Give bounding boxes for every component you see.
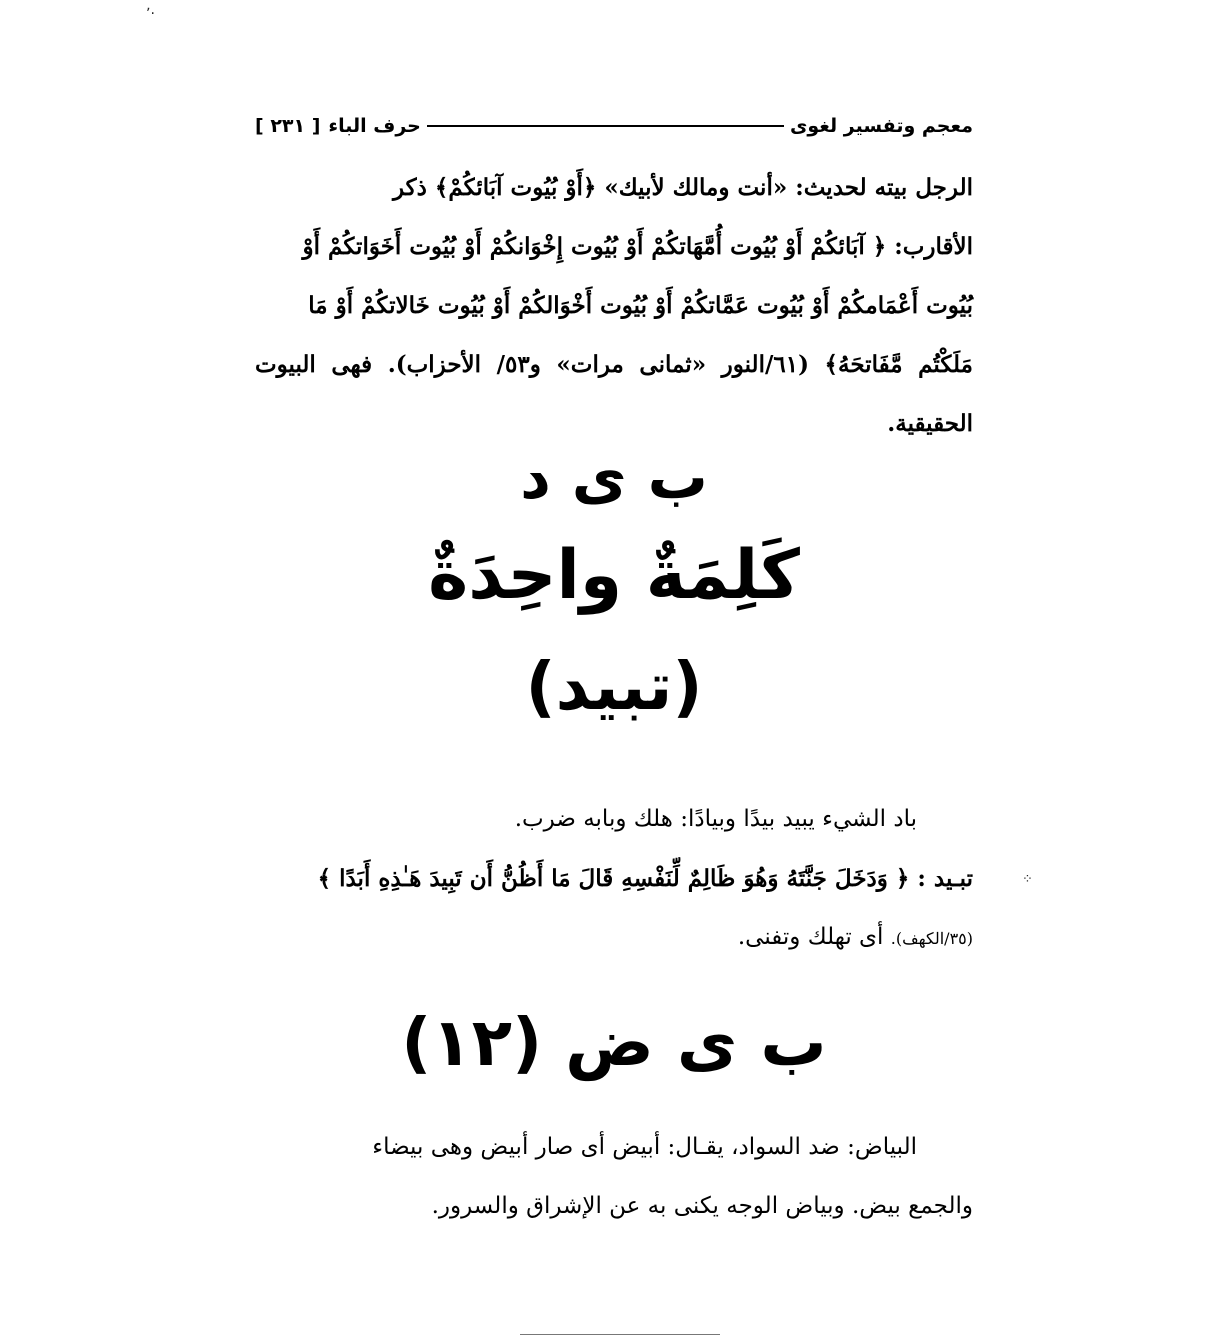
explanation-line: [255, 908, 973, 968]
margin-mark: ⁘: [1022, 872, 1033, 887]
baydh-line: البياض: ضد السواد، يقـال: أبيض أى صار أبيض وهى بيضاء: [372, 1134, 917, 1160]
intro-line: الأقارب: ﴿ آبَائكُمْ أَوْ بُيُوت أُمَّهَاتكُمْ أَوْ بُيُوت إِخْوَانكُمْ أَوْ بُيُوت أَخَوَاتكُمْ أَوْ: [302, 233, 973, 260]
verse-text: ﴿ وَدَخَلَ جَنَّتَهُ وَهُوَ ظَالِمٌ لِّنَفْسِهِ قَالَ مَا أَظُنُّ أَن تَبِيدَ هَـٰذِهِ أَبَدًا ﴾: [317, 865, 910, 892]
verse-label: تبـيد :: [917, 865, 973, 892]
baydh-line: والجمع بيض. وبياض الوجه يكنى به عن الإشراق والسرور.: [431, 1193, 973, 1219]
verse-reference: (٣٥/الكهف).: [890, 929, 973, 948]
header-rule: [427, 125, 784, 127]
word-heading: (تبيد): [525, 648, 703, 725]
verse-line: [255, 849, 973, 908]
intro-paragraph: [255, 158, 973, 453]
root-heading-byd: ب ى د: [520, 443, 708, 513]
baydh-paragraph: [255, 1118, 973, 1236]
intro-line: مَلَكْتُم مَّفَاتحَهُ﴾ (٦١/النور «ثمانى مرات» و٥٣/ الأحزاب). فهى البيوت الحقيقية.: [255, 351, 973, 437]
subtitle-one-word: كَلِمَةٌ واحِدَةٌ: [428, 536, 800, 615]
book-title: معجم وتفسير لغوى: [789, 115, 973, 137]
explanation-text: أى تهلك وتفنى.: [737, 924, 884, 950]
page-number: [ ٢٣١ ]: [255, 115, 321, 137]
footer-rule: [520, 1334, 720, 1335]
intro-line: بُيُوت أَعْمَامكُمْ أَوْ بُيُوت عَمَّاتكُمْ أَوْ بُيُوت أَخْوَالكُمْ أَوْ بُيُوت خَالاتكُمْ أَوْ مَا: [308, 292, 973, 319]
root-heading-byd-12: ب ى ض (١٢): [401, 1004, 827, 1081]
intro-line: الرجل بيته لحديث: «أنت ومالك لأبيك» ﴿أَوْ بُيُوت آبَائكُمْ﴾ ذكر: [392, 174, 973, 201]
definition-paragraph: [255, 790, 973, 968]
chapter-name: حرف الباء: [328, 115, 421, 137]
running-header: [255, 108, 973, 144]
scan-speck: ʼ·: [146, 6, 155, 22]
definition-text: باد الشيء يبيد بيدًا وبيادًا: هلك وبابه ضرب.: [514, 806, 917, 832]
